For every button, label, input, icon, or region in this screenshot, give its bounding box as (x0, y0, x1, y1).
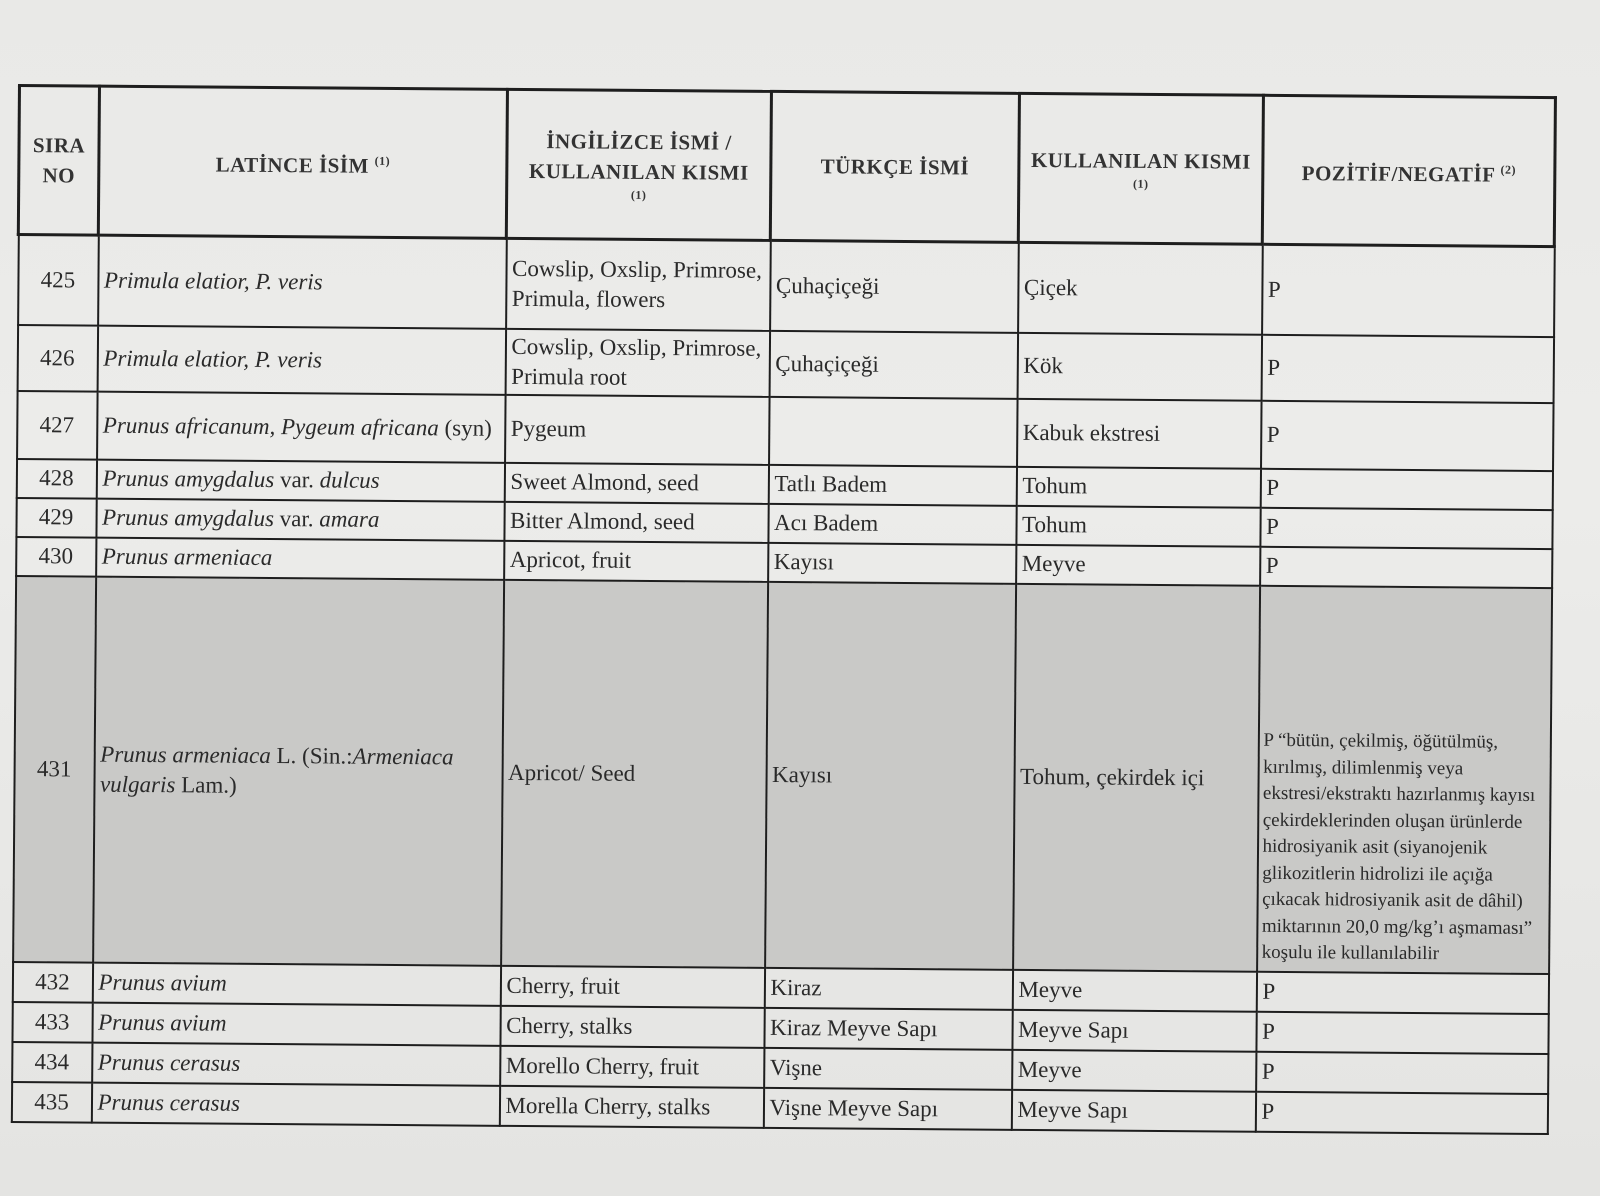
table-row (17, 325, 1553, 403)
turkish-name (769, 396, 1018, 466)
row-number: 428 (16, 459, 96, 499)
positive-negative-condition: P “bütün, çekilmiş, öğütülmüş, kırılmış, dilimlenmiş veya ekstresi/ekstraktı hazırlanmış kayısı çekirdeklerinden oluşan ürünlerde hidrosiyanik asit (siyanojenik glikozitlerin hidrolizi ile açığa çıkacak hidrosiyanik asit de dâhil) miktarının 20,0 mg/kg’ı aşmaması” koşulu ile kullanılabilir (1257, 585, 1552, 973)
row-number: 425 (18, 235, 99, 326)
latin-name: Primula elatior, P. veris (97, 325, 506, 394)
english-name: Cowslip, Oxslip, Primrose, Primula, flowers (506, 238, 771, 330)
turkish-name: Çuhaçiçeği (770, 240, 1019, 332)
latin-name: Prunus cerasus (91, 1082, 499, 1125)
used-part: Meyve Sapı (1011, 1089, 1255, 1131)
positive-negative: P (1256, 971, 1548, 1013)
row-number: 430 (16, 536, 96, 576)
used-part: Meyve (1016, 544, 1260, 585)
positive-negative: P (1260, 468, 1552, 509)
table-row-highlighted (13, 575, 1552, 973)
latin-name: Prunus armeniaca (96, 537, 504, 579)
header-used-part: KULLANILAN KISMI (1) (1018, 93, 1263, 244)
english-name: Cowslip, Oxslip, Primrose, Primula root (505, 328, 770, 396)
row-number: 432 (12, 961, 92, 1002)
latin-name (97, 391, 506, 462)
header-sira-no: SIRA NO (18, 86, 99, 236)
row-number: 433 (12, 1001, 92, 1042)
turkish-name: Kayısı (765, 581, 1016, 969)
latin-name-text: Prunus armeniaca (100, 741, 271, 768)
latin-variety: amara (319, 506, 380, 532)
turkish-name: Çuhaçiçeği (769, 330, 1018, 398)
english-name: Morella Cherry, stalks (499, 1085, 763, 1127)
latin-variety: dulcus (319, 467, 380, 493)
header-turkish-name: TÜRKÇE İSMİ (770, 91, 1019, 242)
turkish-name: Vişne Meyve Sapı (763, 1087, 1011, 1129)
used-part: Çiçek (1018, 242, 1263, 334)
used-part: Tohum (1016, 466, 1260, 507)
positive-negative: P (1261, 400, 1554, 470)
turkish-name: Vişne (764, 1047, 1012, 1089)
latin-name: Prunus avium (92, 1002, 500, 1045)
used-part: Tohum, çekirdek içi (1013, 583, 1260, 971)
header-latin-name: LATİNCE İSİM $^{(1)}$ (98, 86, 507, 238)
latin-variety-mark: var. (279, 467, 314, 493)
used-part: Meyve (1012, 1049, 1256, 1091)
latin-name-text: Prunus africanum, Pygeum africana (102, 412, 439, 440)
table-row (18, 235, 1555, 337)
latin-name: Primula elatior, P. veris (98, 235, 507, 328)
row-number: 427 (17, 391, 98, 460)
turkish-name: Tatlı Badem (768, 464, 1016, 505)
row-number: 431 (13, 575, 96, 962)
used-part: Meyve (1012, 969, 1256, 1011)
turkish-name: Kayısı (768, 542, 1016, 583)
positive-negative: P (1256, 1051, 1548, 1093)
positive-negative: P (1260, 546, 1552, 587)
latin-author-synonym: L. (Sin.: (276, 742, 353, 769)
positive-negative: P (1262, 244, 1555, 336)
row-number: 435 (11, 1081, 91, 1122)
turkish-name: Kiraz Meyve Sapı (764, 1007, 1012, 1049)
latin-name (96, 459, 504, 501)
used-part: Kabuk ekstresi (1017, 398, 1262, 468)
english-name: Morello Cherry, fruit (500, 1045, 764, 1087)
row-number: 434 (12, 1041, 92, 1082)
latin-name (96, 498, 504, 540)
latin-name (93, 576, 504, 965)
turkish-name: Kiraz (764, 967, 1012, 1009)
used-part: Tohum (1016, 505, 1260, 546)
latin-name: Prunus avium (92, 962, 500, 1005)
row-number: 429 (16, 497, 96, 537)
used-part: Kök (1017, 332, 1262, 400)
english-name: Cherry, fruit (500, 965, 764, 1007)
english-name: Bitter Almond, seed (504, 501, 768, 542)
header-positive-negative: POZİTİF/NEGATİF $^{(2)}$ (1262, 95, 1555, 246)
positive-negative: P (1256, 1011, 1548, 1053)
row-number: 426 (17, 325, 98, 392)
header-english-name: İNGİLİZCE İSMİ / KULLANILAN KISMI (1) (506, 89, 771, 240)
positive-negative: P (1261, 334, 1554, 402)
turkish-name: Acı Badem (768, 503, 1016, 544)
english-name: Sweet Almond, seed (504, 462, 768, 503)
latin-name: Prunus cerasus (92, 1042, 500, 1085)
table-header-row (18, 86, 1555, 247)
plant-list-table (10, 84, 1557, 1135)
used-part: Meyve Sapı (1012, 1009, 1256, 1051)
latin-synonym: Armeniaca vulgaris (99, 743, 454, 797)
english-name: Pygeum (505, 394, 770, 464)
latin-name-text: Prunus amygdalus (102, 504, 275, 532)
english-name: Cherry, stalks (500, 1005, 764, 1047)
english-name: Apricot, fruit (504, 540, 768, 581)
latin-variety-mark: var. (279, 506, 314, 532)
table-row (17, 391, 1553, 471)
latin-synonym-mark: (syn) (444, 414, 492, 441)
latin-name-text: Prunus amygdalus (102, 465, 275, 493)
latin-synonym-author: Lam.) (181, 771, 237, 798)
positive-negative: P (1255, 1091, 1547, 1133)
positive-negative: P (1260, 507, 1552, 548)
english-name: Apricot/ Seed (501, 579, 768, 967)
